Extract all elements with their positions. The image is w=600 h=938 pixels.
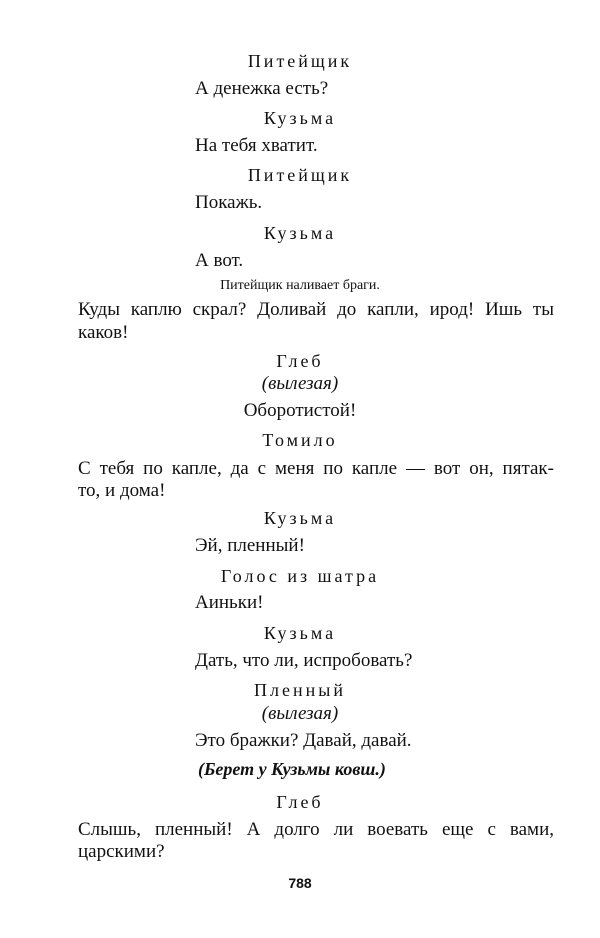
speech-line: Покажь. <box>195 192 263 213</box>
stage-direction: (вылезая) <box>261 703 339 724</box>
paragraph-line: С тебя по капле, да с меня по капле — вот он, пятак- <box>78 458 554 479</box>
speech-line: Это бражки? Давай, давай. <box>195 730 412 751</box>
speech-line: А денежка есть? <box>195 78 329 99</box>
speaker-name: Голос из шатра <box>220 566 380 586</box>
paragraph-line: Слышь, пленный! А долго ли воевать еще с вами, <box>78 819 554 840</box>
speaker-name: Глеб <box>276 351 324 371</box>
speaker-name: Питейщик <box>247 165 353 185</box>
paragraph-line: царскими? <box>78 841 165 862</box>
speech-line: Оборотистой! <box>243 400 357 421</box>
page-number: 788 <box>288 875 312 891</box>
paragraph-line: каков! <box>78 322 129 343</box>
speaker-name: Кузьма <box>263 108 337 128</box>
speech-line: А вот. <box>195 250 244 271</box>
stage-direction: Питейщик наливает браги. <box>220 278 380 293</box>
speaker-name: Питейщик <box>247 51 353 71</box>
speaker-name: Томило <box>262 430 338 450</box>
stage-direction: (вылезая) <box>261 373 339 394</box>
paragraph-line: то, и дома! <box>78 480 166 501</box>
speech-line: Дать, что ли, испробовать? <box>195 650 413 671</box>
paragraph-line: Куды каплю скрал? Доливай до капли, ирод! Ишь ты <box>78 299 554 320</box>
speaker-name: Глеб <box>276 792 324 812</box>
speech-line: На тебя хватит. <box>195 135 318 156</box>
speaker-name: Кузьма <box>263 623 337 643</box>
speaker-name: Кузьма <box>263 223 337 243</box>
speech-line: Аиньки! <box>195 592 264 613</box>
speaker-name: Кузьма <box>263 508 337 528</box>
stage-direction: (Берет у Кузьмы ковш.) <box>198 759 386 779</box>
speaker-name: Пленный <box>254 680 346 700</box>
speech-line: Эй, пленный! <box>195 535 305 556</box>
